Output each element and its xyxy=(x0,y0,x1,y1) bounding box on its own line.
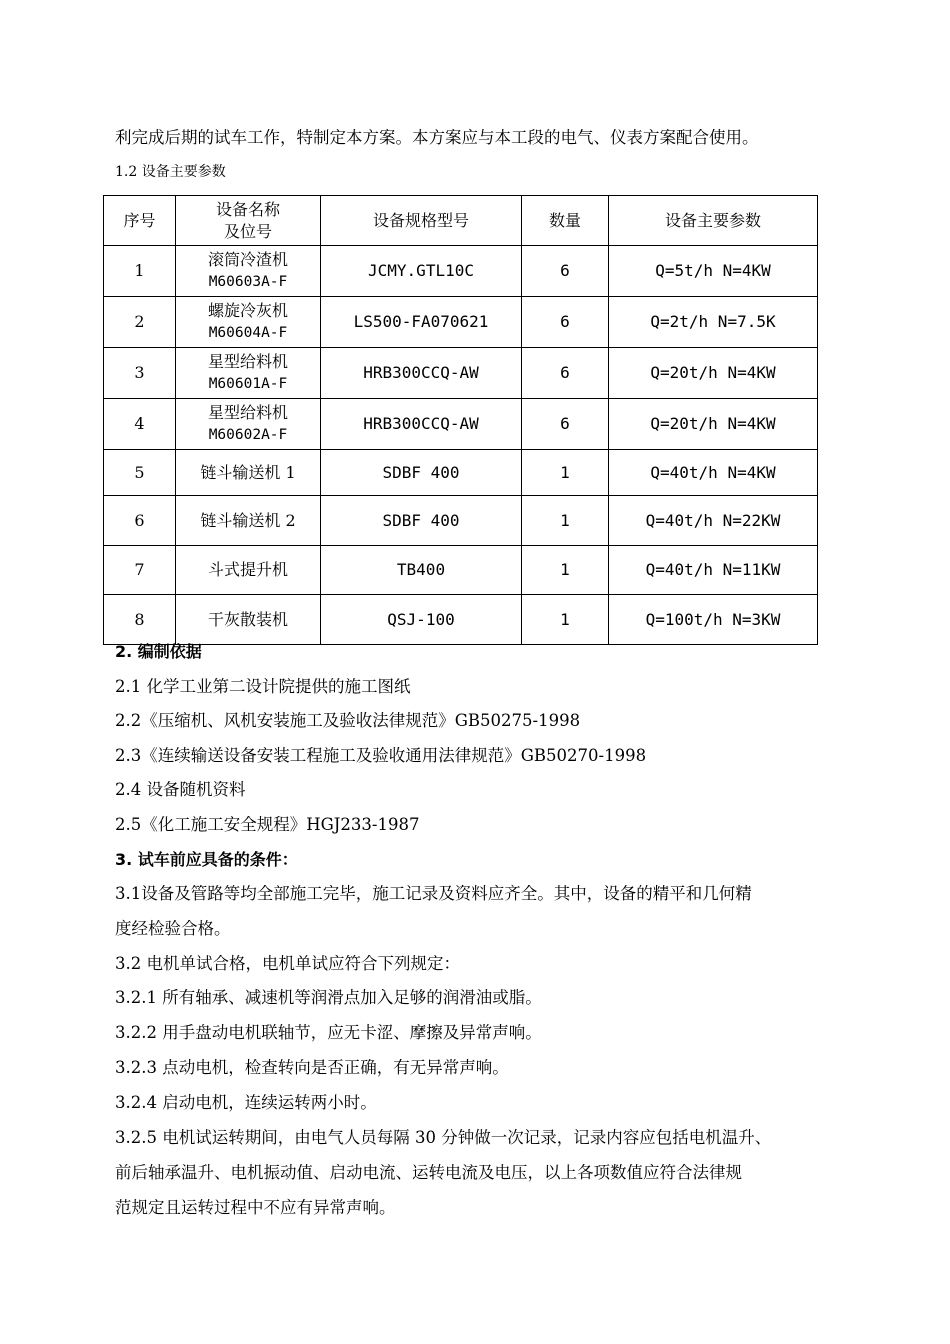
table-row xyxy=(104,496,818,546)
cell-qty: 1 xyxy=(522,595,609,645)
cell-no: 8 xyxy=(104,595,176,645)
table-row xyxy=(104,297,818,348)
cell-qty: 1 xyxy=(522,496,609,546)
table-row xyxy=(104,595,818,645)
cell-params: Q=20t/h N=4KW xyxy=(609,399,818,450)
cell-model: HRB300CCQ-AW xyxy=(321,348,522,399)
cell-no: 5 xyxy=(104,450,176,496)
section-2-item: 2.3《连续输送设备安装工程施工及验收通用法律规范》GB50270-1998 xyxy=(115,746,647,765)
section-1-2-heading: 1.2 设备主要参数 xyxy=(115,164,226,180)
table-row xyxy=(104,246,818,297)
cell-no: 6 xyxy=(104,496,176,546)
equipment-name: 滚筒冷渣机 xyxy=(207,250,288,269)
section-3-line: 3.2.1 所有轴承、减速机等润滑点加入足够的润滑油或脂。 xyxy=(115,988,542,1007)
header-model: 设备规格型号 xyxy=(321,196,522,246)
section-2-item: 2.1 化学工业第二设计院提供的施工图纸 xyxy=(115,677,411,696)
table-row xyxy=(104,450,818,496)
table-header-row xyxy=(104,196,818,246)
header-name-line2: 及位号 xyxy=(223,221,272,241)
cell-name xyxy=(176,399,321,450)
section-3-line: 度经检验合格。 xyxy=(115,919,231,938)
cell-name xyxy=(176,246,321,297)
equipment-name: 螺旋冷灰机 xyxy=(207,301,288,320)
equipment-tag: M60601A-F xyxy=(208,376,288,392)
equipment-tag: M60602A-F xyxy=(208,427,288,443)
section-2-heading: 2. 编制依据 xyxy=(115,642,202,661)
cell-params: Q=40t/h N=22KW xyxy=(609,496,818,546)
cell-name: 斗式提升机 xyxy=(176,546,321,595)
cell-model: TB400 xyxy=(321,546,522,595)
cell-no: 1 xyxy=(104,246,176,297)
cell-no: 4 xyxy=(104,399,176,450)
table-row xyxy=(104,399,818,450)
section-3-line: 前后轴承温升、电机振动值、启动电流、运转电流及电压，以上各项数值应符合法律规 xyxy=(115,1163,742,1182)
header-name-line1: 设备名称 xyxy=(215,199,280,219)
cell-params: Q=40t/h N=11KW xyxy=(609,546,818,595)
header-params: 设备主要参数 xyxy=(609,196,818,246)
section-3-line: 3.2.5 电机试运转期间，由电气人员每隔 30 分钟做一次记录，记录内容应包括电机温升、 xyxy=(115,1128,772,1147)
header-name xyxy=(176,196,321,246)
equipment-name: 星型给料机 xyxy=(207,403,288,422)
cell-params: Q=100t/h N=3KW xyxy=(609,595,818,645)
equipment-tag: M60604A-F xyxy=(208,325,288,341)
section-3-heading: 3. 试车前应具备的条件： xyxy=(115,850,298,869)
cell-name: 干灰散装机 xyxy=(176,595,321,645)
section-3-line: 3.1设备及管路等均全部施工完毕，施工记录及资料应齐全。其中，设备的精平和几何精 xyxy=(115,884,752,903)
cell-name xyxy=(176,348,321,399)
header-no: 序号 xyxy=(104,196,176,246)
cell-params: Q=20t/h N=4KW xyxy=(609,348,818,399)
equipment-parameter-table xyxy=(103,195,818,645)
cell-qty: 6 xyxy=(522,348,609,399)
cell-model: SDBF 400 xyxy=(321,450,522,496)
cell-name: 链斗输送机 1 xyxy=(176,450,321,496)
cell-name xyxy=(176,297,321,348)
section-3-line: 3.2.4 启动电机，连续运转两小时。 xyxy=(115,1093,377,1112)
section-2-item: 2.4 设备随机资料 xyxy=(115,780,246,799)
section-3-line: 范规定且运转过程中不应有异常声响。 xyxy=(115,1198,396,1217)
cell-model: HRB300CCQ-AW xyxy=(321,399,522,450)
cell-qty: 1 xyxy=(522,546,609,595)
cell-no: 3 xyxy=(104,348,176,399)
equipment-tag: M60603A-F xyxy=(208,274,288,290)
cell-qty: 6 xyxy=(522,246,609,297)
table-row xyxy=(104,546,818,595)
intro-line: 利完成后期的试车工作，特制定本方案。本方案应与本工段的电气、仪表方案配合使用。 xyxy=(115,128,759,147)
section-3-line: 3.2.3 点动电机，检查转向是否正确，有无异常声响。 xyxy=(115,1058,509,1077)
cell-no: 7 xyxy=(104,546,176,595)
cell-params: Q=2t/h N=7.5K xyxy=(609,297,818,348)
cell-qty: 6 xyxy=(522,399,609,450)
cell-model: QSJ-100 xyxy=(321,595,522,645)
header-qty: 数量 xyxy=(522,196,609,246)
cell-qty: 1 xyxy=(522,450,609,496)
cell-name: 链斗输送机 2 xyxy=(176,496,321,546)
section-2-item: 2.2《压缩机、风机安装施工及验收法律规范》GB50275-1998 xyxy=(115,711,581,730)
section-3-line: 3.2 电机单试合格，电机单试应符合下列规定： xyxy=(115,954,460,973)
section-3-line: 3.2.2 用手盘动电机联轴节，应无卡涩、摩擦及异常声响。 xyxy=(115,1023,542,1042)
cell-params: Q=5t/h N=4KW xyxy=(609,246,818,297)
cell-model: SDBF 400 xyxy=(321,496,522,546)
cell-no: 2 xyxy=(104,297,176,348)
cell-model: JCMY.GTL10C xyxy=(321,246,522,297)
equipment-name: 星型给料机 xyxy=(207,352,288,371)
cell-params: Q=40t/h N=4KW xyxy=(609,450,818,496)
table-row xyxy=(104,348,818,399)
cell-qty: 6 xyxy=(522,297,609,348)
section-2-item: 2.5《化工施工安全规程》HGJ233-1987 xyxy=(115,815,420,834)
cell-model: LS500-FA070621 xyxy=(321,297,522,348)
